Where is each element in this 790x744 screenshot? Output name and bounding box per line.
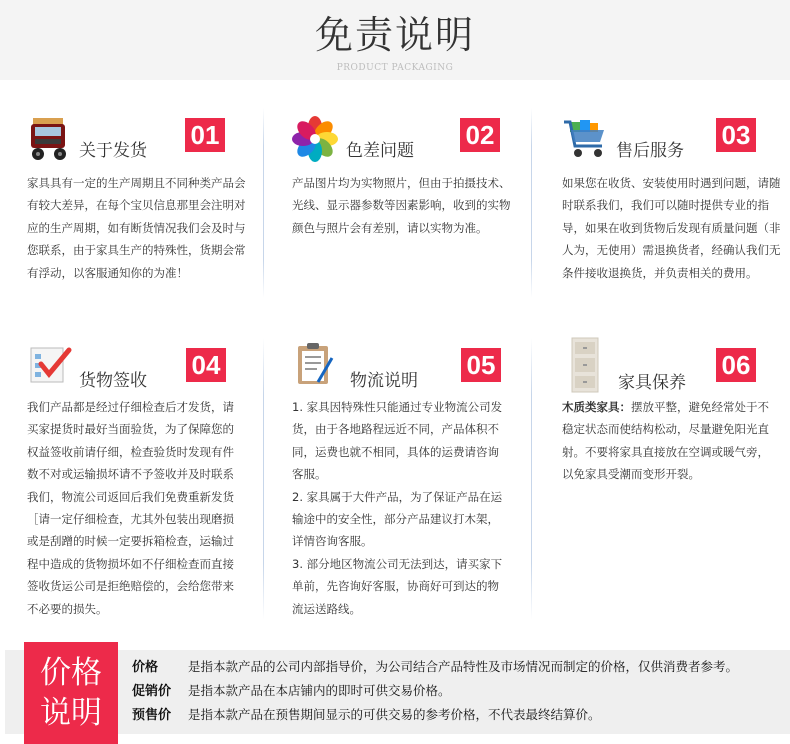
card-body: 产品图片均为实物照片，但由于拍摄技术、光线、显示器参数等因素影响，收到的实物颜色与照片会有差别，请以实物为准。	[292, 176, 511, 235]
page-title: 免责说明	[314, 13, 475, 57]
card-number: 01	[185, 118, 225, 152]
card-title: 家具保养	[618, 373, 686, 393]
cabinet-icon	[562, 336, 608, 382]
price-desc: 是指本款产品在本店铺内的即时可供交易价格。	[188, 683, 451, 698]
page-subtitle: PRODUCT PACKAGING	[336, 63, 454, 73]
card-number: 05	[461, 348, 501, 382]
truck-icon	[27, 116, 73, 162]
divider	[263, 108, 264, 298]
card-body: 如果您在收货、安装使用时遇到问题，请随时联系我们，我们可以随时提供专业的指导，如果在收到货物后发现有质量问题（非人为，无使用）需退换货者，经确认我们无条件接收退换货，并负责相关的费用。	[562, 176, 781, 280]
price-row	[132, 704, 782, 728]
price-term: 预售价	[132, 708, 172, 723]
header	[0, 0, 790, 80]
card-body: 1. 家具因特殊性只能通过专业物流公司发货，由于各地路程远近不同，产品体积不同，运费也就不相同，具体的运费请咨询客服。 2. 家具属于大件产品，为了保证产品在运输途中的安全性，部分产品建议打木架，详情咨询客服。 3. 部分地区物流公司无法到达，请买家下单前，先咨询好客服，协商好可到达的物流运送路线。	[292, 400, 503, 616]
card-title: 售后服务	[616, 141, 684, 161]
price-term: 促销价	[132, 684, 172, 699]
card-body: 我们产品都是经过仔细检查后才发货，请买家提货时最好当面验货，为了保障您的权益签收前请仔细，检查验货时发现有件数不对或运输损坏请不予签收并及时联系我们，物流公司返回后我们免费重新发货［请一定仔细检查，尤其外包装出现磨损或是刮蹭的时候一定要拆箱检查，运输过程中造成的货物损坏如不仔细检查而直接签收货运公司是拒绝赔偿的，会给您带来不必要的损失。	[27, 400, 234, 616]
card-title: 关于发货	[79, 141, 147, 161]
card-number: 02	[460, 118, 500, 152]
divider	[531, 338, 532, 620]
price-explanation	[0, 640, 790, 744]
card-body: 木质类家具：摆放平整，避免经常处于不稳定状态而使结构松动，尽量避免阳光直射。不要将家具直接放在空调或暖气旁，以免家具受潮而变形开裂。	[562, 400, 769, 482]
divider	[531, 108, 532, 298]
card-title: 色差问题	[346, 141, 414, 161]
card-title: 物流说明	[350, 371, 418, 391]
price-term: 价格	[132, 660, 159, 675]
price-row	[132, 656, 782, 680]
clipboard-icon	[292, 342, 338, 388]
divider	[263, 338, 264, 620]
price-rows	[132, 656, 782, 728]
checkmark-form-icon	[27, 342, 73, 388]
card-title: 货物签收	[79, 371, 147, 391]
card-body: 家具具有一定的生产周期且不同种类产品会有较大差异，在每个宝贝信息那里会注明对应的生产周期，如有断货情况我们会及时与您联系，由于家具生产的特殊性，货期会常有浮动，以客服通知你的为准！	[27, 176, 246, 280]
price-desc: 是指本款产品的公司内部指导价，为公司结合产品特性及市场情况而制定的价格，仅供消费者参考。	[188, 659, 739, 674]
shopping-cart-icon	[562, 116, 608, 162]
card-number: 04	[186, 348, 226, 382]
card-number: 06	[716, 348, 756, 382]
color-palette-icon	[292, 116, 338, 162]
price-row	[132, 680, 782, 704]
price-badge: 价格 说明	[24, 642, 118, 744]
card-number: 03	[716, 118, 756, 152]
price-desc: 是指本款产品在预售期间显示的可供交易的参考价格，不代表最终结算价。	[188, 707, 601, 722]
